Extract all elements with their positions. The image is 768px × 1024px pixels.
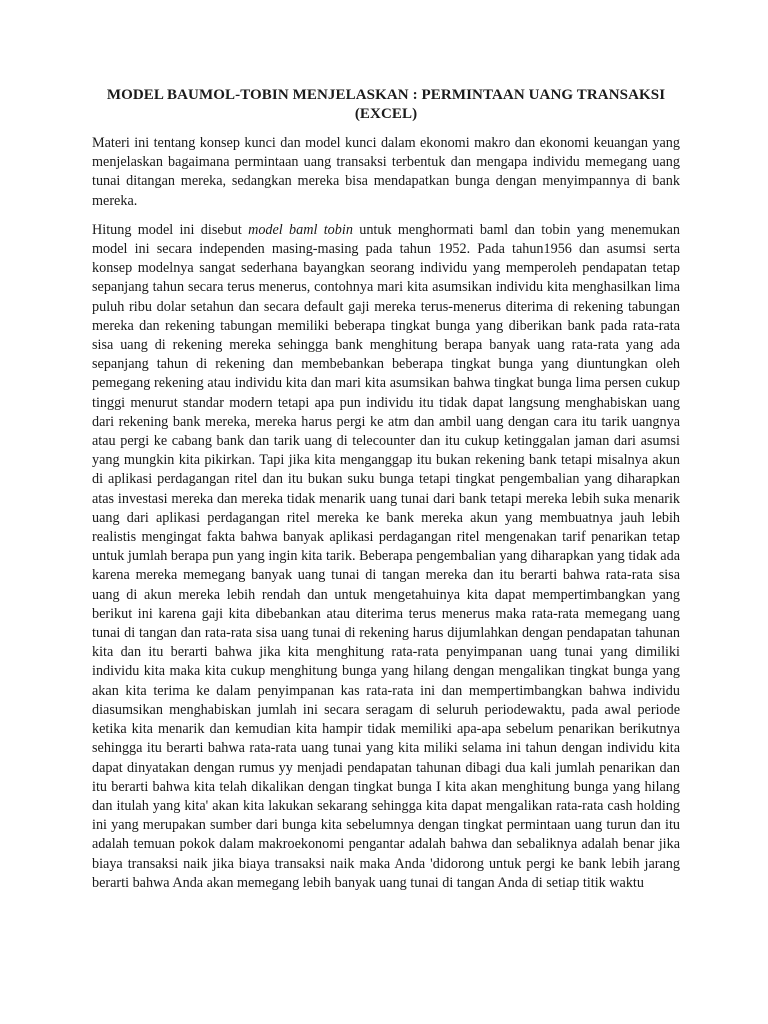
title-line-1: MODEL BAUMOL-TOBIN MENJELASKAN : PERMINTAAN UANG TRANSAKSI (106, 87, 666, 103)
title-line-2: (EXCEL) (354, 106, 418, 122)
document-title (92, 86, 680, 124)
paragraph-2 (92, 221, 680, 893)
paragraph-1: Materi ini tentang konsep kunci dan model kunci dalam ekonomi makro dan ekonomi keuangan yang menjelaskan bagaimana permintaan uang transaksi terbentuk dan mengapa individu memegang uang tunai ditangan mereka, sedangkan mereka bisa mendapatkan bunga dengan menyimpannya di bank mereka. (92, 135, 680, 209)
paragraph-2-lead: Hitung model ini disebut (92, 221, 249, 238)
paragraph-2-italic-term: model baml tobin (248, 221, 353, 238)
paragraph-2-body: untuk menghormati baml dan tobin yang menemukan model ini secara independen masing-masing pada tahun 1952. Pada tahun1956 dan asumsi serta konsep modelnya sangat sederhana bayangkan seorang individu yang memperoleh pendapatan tetap sepanjang tahun secara terus menerus, contohnya mari kita asumsikan individu kita menghasilkan lima puluh ribu dolar setahun dan secara default gaji mereka terus-menerus diterima di rekening tabungan mereka dan rekening tabungan memiliki beberapa tingkat bunga yang diberikan bank pada rata-rata sisa uang di rekening mereka sehingga bank menghitung berapa banyak uang rata-rata yang ada sepanjang tahun di rekening dan membebankan beberapa tingkat bunga yang diuntungkan oleh pemegang rekening atau individu kita dan mari kita asumsikan bahwa tingkat bunga lima persen cukup tinggi menurut standar modern tetapi apa pun individu itu tidak dapat langsung menghabiskan uang dari rekening bank mereka, mereka harus pergi ke atm dan ambil uang dengan cara itu tarik uangnya atau pergi ke cabang bank dan tarik uang di telecounter dan itu cukup ketinggalan jaman dari asumsi yang mungkin kita pikirkan. Tapi jika kita menganggap itu bukan rekening bank tetapi misalnya akun di aplikasi perdagangan ritel dan itu bukan suku bunga tetapi tingkat pengembalian yang diharapkan atas investasi mereka dan mereka tidak menarik uang tunai dari bank tetapi mereka lebih suka menarik uang dari aplikasi perdagangan ritel mereka ke bank mereka akun yang membuatnya jauh lebih realistis mengingat fakta bahwa banyak aplikasi perdagangan ritel mengenakan tarif penarikan tetap untuk jumlah berapa pun yang ingin kita tarik. Beberapa pengembalian yang diharapkan yang tidak ada karena mereka memegang banyak uang tunai di tangan mereka dan itu berarti bahwa rata-rata sisa uang di akun mereka lebih rendah dan untuk mengetahuinya kita dapat mempertimbangkan yang berikut ini karena gaji kita dibebankan atau diterima terus menerus maka rata-rata memegang uang tunai di tangan dan rata-rata sisa uang tunai di rekening harus dijumlahkan dengan pendapatan tahunan kita dan itu berarti bahwa jika kita menghitung rata-rata penyimpanan uang tunai yang dimiliki individu kita maka kita cukup menghitung bunga yang hilang dengan mengalikan tingkat bunga yang akan kita terima ke dalam penyimpanan kas rata-rata ini dan mempertimbangkan bahwa individu diasumsikan menghabiskan jumlah ini secara seragam di seluruh periodewaktu, pada awal periode ketika kita menarik dan kemudian kita hampir tidak memiliki apa-apa sebelum penarikan berikutnya sehingga itu berarti bahwa rata-rata uang tunai yang kita miliki selama ini tahun dengan individu kita dapat dinyatakan dengan rumus yy menjadi pendapatan tahunan dibagi dua kali jumlah penarikan dan itu berarti bahwa kita telah dikalikan dengan tingkat bunga I kita akan menghitung bunga yang hilang dan itulah yang kita' akan kita lakukan sekarang sehingga kita dapat mengalikan rata-rata cash holding ini yang merupakan sumber dari bunga kita sebelumnya dengan tingkat permintaan uang turun dan itu adalah temuan pokok dalam makroekonomi pengantar adalah bahwa dan sebaliknya adalah benar jika biaya transaksi naik jika biaya transaksi naik maka Anda 'didorong untuk pergi ke bank lebih jarang berarti bahwa Anda akan memegang lebih banyak uang tunai di tangan Anda di setiap titik waktu (92, 221, 680, 891)
